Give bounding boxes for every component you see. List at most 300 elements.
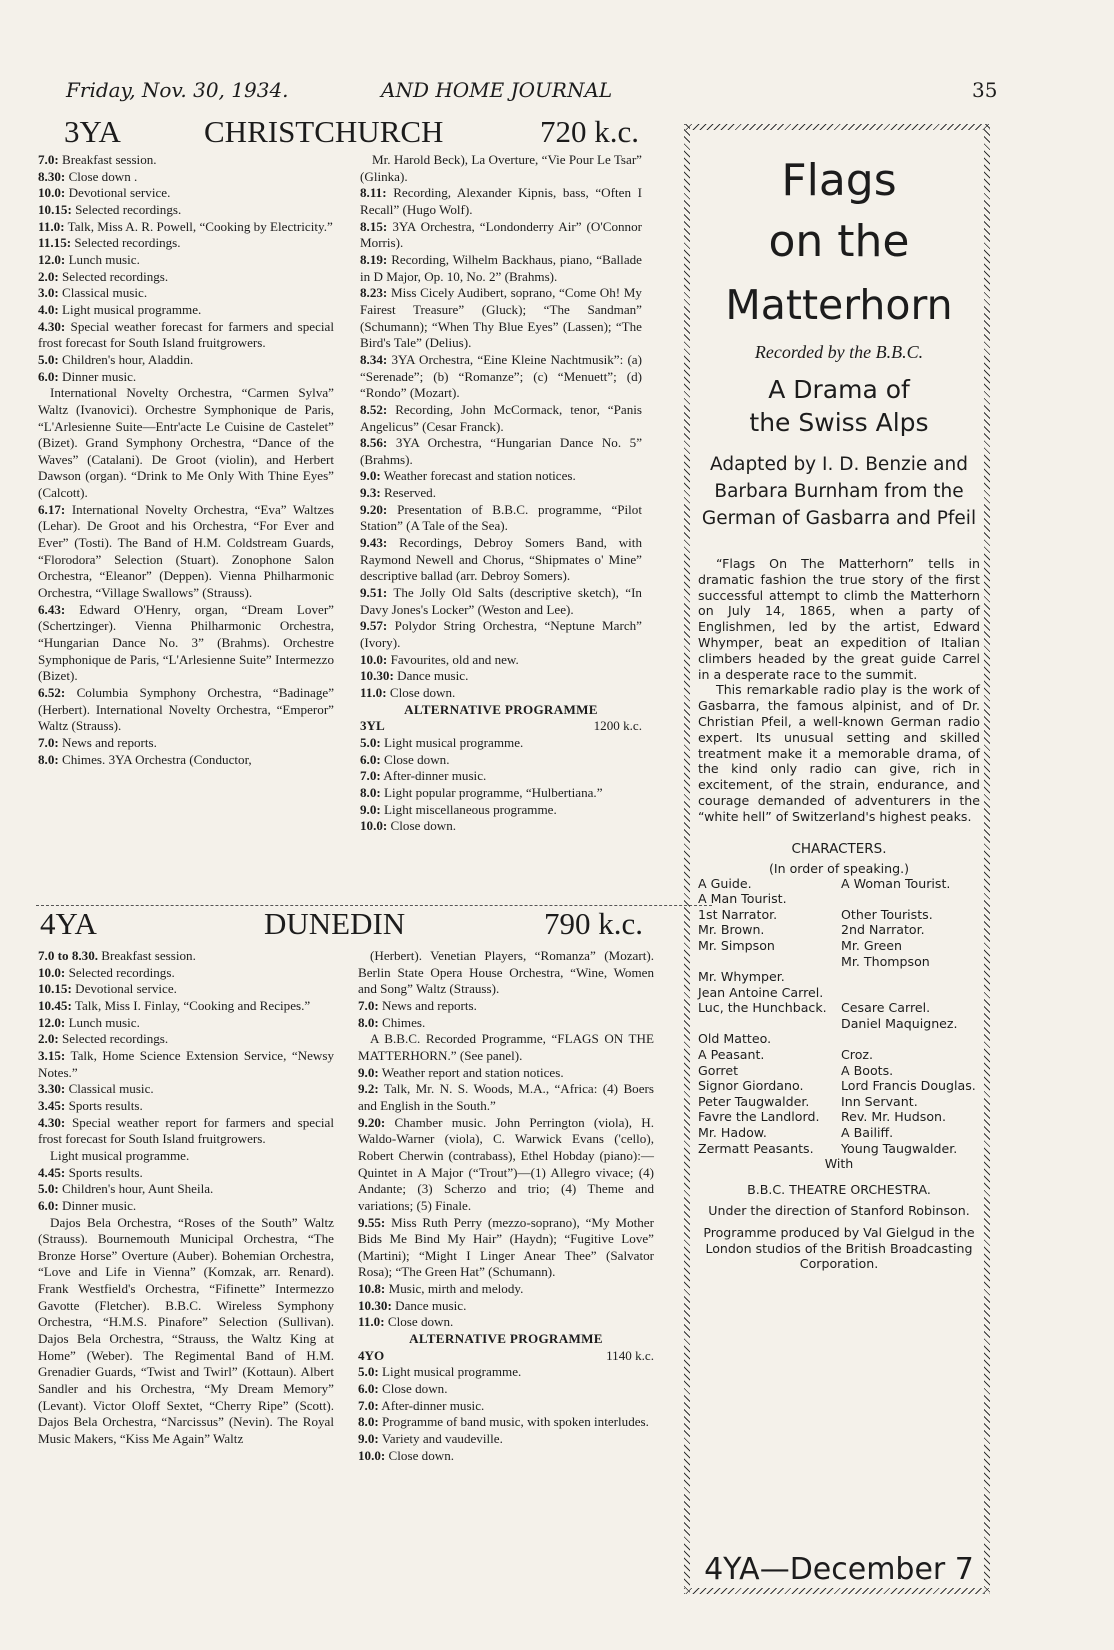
entry-time: 2.0: — [38, 268, 59, 284]
entry-time: 7.0: — [358, 1397, 379, 1413]
panel-drama-line-1: A Drama of — [768, 375, 910, 404]
entry-text: Close down. — [387, 818, 457, 834]
station-frequency: 790 k.c. — [544, 906, 644, 941]
entry-text: International Novelty Orchestra, “Carmen Sylva” Waltz (Ivanovici). Orchestre Symphonique de Paris, “L'Arlesienne Suite—Entr'acte Le Cuisine de Castelet” (Bizet). Grand Symphony Orchestra, “Dance of the Waves” (Catalani). De Groot (violin), and Herbert Dawson (organ). “Drink to Me Only With Thine Eyes” (Calcott). — [38, 385, 334, 501]
cast-member — [841, 891, 980, 907]
entry-time: 8.0: — [358, 1414, 379, 1430]
alternative-heading: ALTERNATIVE PROGRAMME — [409, 1331, 603, 1347]
cast-member: A Guide. — [698, 875, 752, 891]
entry-text: Chimes. — [382, 1014, 426, 1030]
alternative-station-row — [360, 718, 642, 735]
entry-text: Close down. — [380, 751, 450, 767]
programme-entry — [38, 302, 334, 319]
entry-time: 3.0: — [38, 285, 59, 301]
entry-text: Close down . — [68, 168, 138, 184]
entry-text: After-dinner music. — [380, 768, 487, 784]
cast-row — [698, 938, 980, 954]
alternative-heading: ALTERNATIVE PROGRAMME — [404, 701, 598, 717]
programme-entry — [360, 185, 642, 218]
programme-entry — [358, 1081, 654, 1114]
panel-drama-line-2: the Swiss Alps — [749, 408, 929, 437]
cast-row — [698, 1125, 980, 1141]
panel-with: With — [824, 1156, 854, 1172]
cast-member: A Man Tourist. — [698, 891, 787, 907]
cast-member: Zermatt Peasants. — [698, 1140, 814, 1156]
programme-entry — [38, 1165, 334, 1182]
entry-text: Talk, Home Science Extension Service, “Newsy Notes.” — [38, 1047, 334, 1080]
entry-time: 11.0: — [360, 685, 387, 700]
entry-time: 10.0: — [358, 1447, 386, 1463]
programme-entry — [358, 948, 654, 998]
programme-entry — [38, 169, 334, 186]
programme-entry — [360, 735, 642, 752]
programme-entry — [38, 1031, 334, 1048]
panel-recorded-by: Recorded by the B.B.C. — [754, 342, 924, 362]
cast-row — [698, 922, 980, 938]
entry-text: Miss Ruth Perry (mezzo-soprano), “My Mother Bids Me Bind My Hair” (Haydn); “Fugitive Love” (Martini); “Might I Linger Anear Thee” (Salvator Rosa); “The Green Hat” (Schumann). — [358, 1214, 654, 1280]
panel-broadcast-date: 4YA—December 7 — [704, 1552, 974, 1587]
cast-member: Cesare Carrel. — [841, 1000, 931, 1016]
programme-entry — [38, 965, 334, 982]
entry-text: 3YA Orchestra, “Eine Kleine Nachtmusik”: (a) “Serenade”; (b) “Romanze”; (c) “Menuett”; (d) “Rondo” (Mozart). — [360, 351, 642, 401]
cast-member: Luc, the Hunchback. — [698, 1000, 827, 1016]
programme-entry — [358, 1364, 654, 1381]
panel-border-right — [984, 124, 990, 1594]
programme-entry — [360, 152, 642, 185]
entry-time: 4.30: — [38, 1114, 66, 1130]
entry-text: Close down. — [387, 1314, 454, 1330]
programme-entry — [360, 585, 642, 618]
entry-time: 7.0 to 8.30. — [38, 948, 99, 963]
cast-member: Croz. — [841, 1047, 874, 1063]
entry-time: 10.8: — [358, 1281, 386, 1297]
programme-entry — [38, 502, 334, 602]
entry-text: Light musical programme. — [380, 734, 524, 750]
entry-text: Reserved. — [384, 485, 437, 501]
programme-entry — [358, 1431, 654, 1448]
cast-carrel: Jean Antoine Carrel. — [698, 984, 824, 1000]
programme-entry — [38, 685, 334, 735]
entry-time: 8.56: — [360, 435, 388, 451]
page-number: 35 — [972, 78, 998, 102]
entry-text: Selected recordings. — [68, 964, 175, 980]
cast-member: A Boots. — [841, 1062, 894, 1078]
cast-member: 2nd Narrator. — [841, 922, 925, 938]
cast-row — [698, 1031, 980, 1047]
entry-text: Light popular programme, “Hulbertiana.” — [380, 784, 603, 800]
programme-entry — [358, 1414, 654, 1431]
cast-row — [698, 1109, 980, 1125]
entry-text: Close down. — [385, 1447, 455, 1463]
entry-time: 10.15: — [38, 981, 72, 997]
entry-text: Selected recordings. — [75, 201, 182, 217]
entry-time: 10.15: — [38, 201, 72, 217]
entry-text: A B.B.C. Recorded Programme, “FLAGS ON THE MATTERHORN.” (See panel). — [358, 1031, 654, 1063]
programme-entry — [38, 752, 334, 769]
entry-text: Children's hour, Aladdin. — [62, 351, 194, 367]
cast-member — [698, 1016, 837, 1032]
programme-entry — [38, 1115, 334, 1148]
alternative-call: 4YO — [358, 1347, 385, 1363]
entry-time: 6.17: — [38, 501, 66, 517]
entry-text: Dance music. — [397, 668, 469, 684]
programme-entry — [38, 1148, 334, 1165]
entry-time: 6.0: — [38, 368, 59, 384]
entry-text: Miss Cicely Audibert, soprano, “Come Oh! My Fairest Treasure” (Gluck); “The Sandman” (Schumann); “When Thy Blue Eyes” (Lassen); “The Bird's Tale” (Delius). — [360, 285, 642, 351]
entry-text: Columbia Symphony Orchestra, “Badinage” (Herbert). International Novelty Orchestra, “Emperor” Waltz (Strauss). — [38, 685, 335, 734]
cast-member — [841, 1031, 980, 1047]
entry-text: Edward O'Henry, organ, “Dream Lover” (Schertzinger). Vienna Philharmonic Orchestra, “Hungarian Dance No. 3” (Brahms). Orchestre Symphonique de Paris, “L'Arlesienne Suite” Intermezzo (Bizet). — [38, 601, 334, 684]
programme-entry — [360, 768, 642, 785]
cast-member: Lord Francis Douglas. — [841, 1078, 976, 1094]
panel-title-line-1: Flags — [781, 155, 897, 206]
programme-entry — [358, 1298, 654, 1315]
cast-member: Mr. Hadow. — [698, 1125, 767, 1141]
cast-member: A Woman Tourist. — [841, 875, 951, 891]
entry-text: Variety and vaudeville. — [378, 1431, 503, 1447]
programme-entry — [38, 1215, 334, 1448]
station-call: 4YA — [40, 906, 97, 941]
cast-member: Favre the Landlord. — [698, 1109, 820, 1125]
entry-time: 7.0: — [360, 768, 381, 784]
programme-entry — [360, 818, 642, 835]
cast-member: Gorret — [698, 1062, 739, 1078]
entry-time: 9.43: — [360, 535, 388, 551]
programme-entry — [38, 981, 334, 998]
cast-member: Rev. Mr. Hudson. — [841, 1109, 947, 1125]
cast-list-b — [698, 1000, 980, 1156]
cast-member: Signor Giordano. — [698, 1078, 804, 1094]
cast-whymper: Mr. Whymper. — [698, 969, 785, 985]
entry-time: 9.20: — [360, 501, 388, 517]
panel-orchestra: B.B.C. THEATRE ORCHESTRA. — [747, 1181, 931, 1197]
programme-entry — [360, 402, 642, 435]
programme-entry — [360, 285, 642, 352]
programme-entry — [360, 785, 642, 802]
programme-entry — [38, 1198, 334, 1215]
entry-time: 9.0: — [360, 468, 381, 484]
entry-time: 12.0: — [38, 1014, 66, 1030]
entry-text: Breakfast session. — [101, 948, 196, 963]
panel-direction: Under the direction of Stanford Robinson. — [708, 1203, 970, 1219]
entry-text: Selected recordings. — [74, 235, 181, 251]
entry-text: Recordings, Debroy Somers Band, with Raymond Newell and Chorus, “Shipmates o' Mine” descriptive ballad (arr. Debroy Somers). — [360, 535, 642, 584]
entry-time: 5.0: — [38, 1181, 59, 1197]
entry-text: Classical music. — [68, 1081, 154, 1097]
programme-entry — [360, 219, 642, 252]
journal-name: AND HOME JOURNAL — [381, 78, 613, 102]
panel-paragraph-2: This remarkable radio play is the work of Gasbarra, the famous alpinist, and of Dr. Christian Pfeil, a well-known German radio expert. Its unusual setting and skilled treatment make it a memorable drama, of the kind only radio can give, rich in excitement, of the strain, endurance, and courage demanded of adventurers in the “white hell” of Switzerland's highest peaks. — [698, 682, 980, 824]
panel-title-line-3: Matterhorn — [725, 281, 953, 329]
entry-time: 7.0: — [38, 734, 59, 750]
programme-column-1 — [38, 152, 334, 768]
cast-row — [698, 1094, 980, 1110]
programme-entry — [360, 668, 642, 685]
entry-time: 10.30: — [360, 668, 394, 684]
programme-entry — [38, 252, 334, 269]
programme-entry — [38, 185, 334, 202]
cast-member: Old Matteo. — [698, 1031, 772, 1047]
entry-text: Light musical programme. — [62, 301, 202, 317]
panel-border-left — [684, 124, 690, 1594]
programme-entry — [358, 1381, 654, 1398]
programme-entry — [358, 1314, 654, 1331]
programme-entry — [38, 1098, 334, 1115]
cast-member: A Bailiff. — [841, 1125, 894, 1141]
entry-time: 9.0: — [360, 801, 381, 817]
entry-time: 7.0: — [38, 152, 59, 167]
entry-time: 8.15: — [360, 218, 388, 234]
entry-time: 9.2: — [358, 1081, 379, 1097]
programme-entry — [38, 948, 334, 965]
entry-time: 10.0: — [360, 818, 388, 834]
entry-time: 3.45: — [38, 1097, 66, 1113]
entry-text: Talk, Miss A. R. Powell, “Cooking by Electricity.” — [67, 218, 333, 234]
programme-entry — [360, 352, 642, 402]
programme-entry — [360, 618, 642, 651]
programme-entry — [38, 1048, 334, 1081]
panel-title-line-2: on the — [768, 216, 910, 267]
entry-text: Devotional service. — [75, 981, 177, 997]
programme-entry — [38, 602, 334, 685]
matterhorn-panel — [684, 124, 994, 1594]
programme-entry — [360, 802, 642, 819]
programme-entry — [38, 152, 334, 169]
programme-entry — [358, 1031, 654, 1064]
cast-row — [698, 1078, 980, 1094]
entry-time: 8.30: — [38, 168, 66, 184]
cast-row — [698, 1000, 980, 1016]
programme-column-2 — [360, 152, 642, 835]
entry-text: Weather forecast and station notices. — [383, 468, 576, 484]
programme-entry — [38, 735, 334, 752]
entry-text: Weather report and station notices. — [381, 1064, 564, 1080]
entry-time: 5.0: — [358, 1364, 379, 1380]
cast-member: Daniel Maquignez. — [841, 1015, 958, 1031]
cast-member: Peter Taugwalder. — [698, 1093, 810, 1109]
entry-text: Mr. Harold Beck), La Overture, “Vie Pour Le Tsar” (Glinka). — [360, 152, 642, 184]
entry-text: (Herbert). Venetian Players, “Romanza” (Mozart). Berlin State Opera House Orchestra, “Wine, Women and Song” Waltz (Strauss). — [358, 948, 654, 997]
entry-text: News and reports. — [382, 997, 477, 1013]
entry-time: 9.57: — [360, 618, 388, 634]
entry-time: 8.0: — [360, 784, 381, 800]
entry-text: The Jolly Old Salts (descriptive sketch), “In Davy Jones's Locker” (Weston and Lee). — [360, 585, 642, 617]
entry-text: Sports results. — [68, 1097, 143, 1113]
entry-text: Talk, Miss I. Finlay, “Cooking and Recipes.” — [74, 997, 311, 1013]
station-heading-4ya — [36, 906, 712, 946]
programme-entry — [360, 485, 642, 502]
cast-row — [698, 891, 980, 907]
entry-text: Recording, Wilhelm Backhaus, piano, “Ballade in D Major, Op. 10, No. 2” (Brahms). — [360, 251, 642, 284]
programme-entry — [38, 202, 334, 219]
entry-text: 3YA Orchestra, “Londonderry Air” (O'Connor Morris). — [360, 218, 642, 251]
programme-entry — [360, 652, 642, 669]
entry-time: 9.3: — [360, 485, 381, 501]
station-call: 3YA — [64, 114, 121, 149]
programme-entry — [358, 1398, 654, 1415]
programme-entry — [358, 1281, 654, 1298]
entry-text: Programme of band music, with spoken interludes. — [378, 1414, 649, 1430]
entry-time: 3.15: — [38, 1047, 66, 1063]
entry-text: Children's hour, Aunt Sheila. — [62, 1181, 214, 1197]
cast-member: Mr. Thompson — [841, 953, 930, 969]
entry-time: 9.0: — [358, 1064, 379, 1080]
entry-time: 10.0: — [38, 964, 66, 980]
entry-time: 9.55: — [358, 1214, 386, 1230]
programme-entry — [38, 1015, 334, 1032]
entry-text: Music, mirth and melody. — [388, 1281, 524, 1297]
entry-time: 8.19: — [360, 251, 388, 267]
programme-entry — [38, 219, 334, 236]
programme-entry — [360, 535, 642, 585]
cast-row — [698, 1063, 980, 1079]
entry-time: 10.45: — [38, 997, 72, 1013]
cast-member: Mr. Simpson — [698, 937, 775, 953]
entry-text: Classical music. — [62, 285, 148, 301]
programme-entry — [358, 998, 654, 1015]
station-heading-3ya — [36, 114, 712, 154]
entry-time: 11.15: — [38, 235, 72, 251]
programme-entry — [358, 1065, 654, 1082]
entry-text: Chamber music. John Perrington (viola), H. Waldo-Warner (viola), C. Warwick Evans ('cello), Robert Cherwin (contrabass), Ethel Hobday (piano):—Quintet in A Major (“Trout”)—(1) Allegro vivace; (4) Andante; (3) Scherzo and trio; (4) Theme and variations; (5) Finale. — [358, 1114, 654, 1213]
entry-text: Special weather forecast for farmers and special frost forecast for South Island fruitgrowers. — [38, 318, 335, 351]
entry-text: Close down. — [389, 685, 456, 700]
entry-text: Light musical programme. — [50, 1147, 190, 1163]
entry-time: 10.0: — [360, 651, 388, 667]
panel-border-top — [684, 124, 990, 130]
programme-entry — [358, 1015, 654, 1032]
entry-time: 8.23: — [360, 285, 388, 301]
entry-time: 10.0: — [38, 185, 66, 201]
entry-text: Close down. — [378, 1381, 448, 1397]
entry-time: 6.0: — [358, 1381, 379, 1397]
programme-entry — [358, 1448, 654, 1465]
entry-time: 8.52: — [360, 401, 388, 417]
entry-time: 8.0: — [358, 1014, 379, 1030]
entry-time: 9.51: — [360, 585, 388, 601]
programme-entry — [38, 385, 334, 502]
programme-entry — [38, 269, 334, 286]
entry-text: Recording, John McCormack, tenor, “Panis Angelicus” (Cesar Franck). — [360, 401, 642, 434]
programme-entry — [360, 435, 642, 468]
entry-text: Selected recordings. — [62, 268, 169, 284]
entry-text: Dance music. — [395, 1297, 467, 1313]
entry-text: Talk, Mr. N. S. Woods, M.A., “Africa: (4) Boers and English in the South.” — [358, 1081, 654, 1113]
entry-time: 11.0: — [38, 218, 65, 234]
panel-adapted-by: Adapted by I. D. Benzie and Barbara Burnham from the German of Gasbarra and Pfeil — [701, 454, 977, 529]
panel-order-note: (In order of speaking.) — [768, 860, 910, 876]
entry-time: 4.45: — [38, 1164, 66, 1180]
programme-entry — [38, 1081, 334, 1098]
entry-time: 8.34: — [360, 351, 388, 367]
entry-text: Selected recordings. — [62, 1031, 169, 1047]
entry-text: Sports results. — [68, 1164, 143, 1180]
cast-row — [698, 876, 980, 892]
entry-time: 5.0: — [360, 734, 381, 750]
panel-paragraph-1: “Flags On The Matterhorn” tells in dramatic fashion the true story of the first successful attempt to climb the Matterhorn on July 14, 1865, when a party of Englishmen, led by the artist, Edward Whymper, beat an expedition of Italian climbers headed by the great guide Carrel in a desperate race to the summit. — [698, 556, 980, 682]
cast-member: Other Tourists. — [841, 906, 933, 922]
entry-text: Favourites, old and new. — [390, 651, 519, 667]
alternative-frequency: 1200 k.c. — [593, 718, 642, 734]
entry-text: Recording, Alexander Kipnis, bass, “Often I Recall” (Hugo Wolf). — [360, 185, 642, 217]
entry-time: 8.11: — [360, 185, 387, 201]
programme-entry — [360, 252, 642, 285]
programme-entry — [360, 685, 642, 702]
programme-column-4 — [358, 948, 654, 1464]
programme-entry — [360, 502, 642, 535]
station-city: CHRISTCHURCH — [204, 114, 444, 149]
entry-text: Lunch music. — [68, 251, 140, 267]
programme-entry — [360, 752, 642, 769]
programme-entry — [38, 352, 334, 369]
entry-text: News and reports. — [62, 734, 157, 750]
entry-text: Polydor String Orchestra, “Neptune March” (Ivory). — [360, 618, 642, 651]
entry-text: International Novelty Orchestra, “Eva” Waltzes (Lehar). De Groot and his Orchestra, “For Ever and Ever” (Tosti). The Band of H.M. Coldstream Guards, “Florodora” Selection (Stuart). Zonophone Salon Orchestra, “Eleanor” (Deppen). Vienna Philharmonic Orchestra, “Village Swallows” (Strauss). — [38, 501, 334, 601]
page-header — [66, 78, 1006, 108]
entry-time: 2.0: — [38, 1031, 59, 1047]
programme-entry — [38, 998, 334, 1015]
cast-member — [698, 954, 837, 970]
cast-member: Mr. Brown. — [698, 922, 765, 938]
entry-text: Presentation of B.B.C. programme, “Pilot Station” (A Tale of the Sea). — [360, 501, 642, 534]
entry-time: 9.20: — [358, 1114, 386, 1130]
alternative-frequency: 1140 k.c. — [606, 1347, 654, 1363]
entry-text: Light miscellaneous programme. — [380, 801, 557, 817]
entry-time: 8.0: — [38, 751, 59, 767]
entry-text: Special weather report for farmers and special frost forecast for South Island fruitgrowers. — [38, 1114, 335, 1147]
cast-row — [698, 1047, 980, 1063]
entry-text: Breakfast session. — [62, 152, 157, 167]
entry-time: 11.0: — [358, 1314, 385, 1330]
programme-column-3 — [38, 948, 334, 1448]
entry-time: 3.30: — [38, 1081, 66, 1097]
entry-text: After-dinner music. — [378, 1397, 485, 1413]
entry-time: 12.0: — [38, 251, 66, 267]
panel-border-bottom — [684, 1588, 990, 1594]
entry-time: 6.0: — [38, 1197, 59, 1213]
cast-member: 1st Narrator. — [698, 906, 778, 922]
programme-entry — [360, 468, 642, 485]
cast-member: Mr. Green — [841, 937, 903, 953]
issue-date: Friday, Nov. 30, 1934. — [66, 78, 289, 102]
programme-entry — [358, 1115, 654, 1215]
cast-row — [698, 1016, 980, 1032]
entry-text: Light musical programme. — [378, 1364, 522, 1380]
entry-time: 7.0: — [358, 997, 379, 1013]
entry-time: 6.52: — [38, 685, 66, 700]
panel-producer: Programme produced by Val Gielgud in the London studios of the British Broadcasting Corporation. — [703, 1225, 975, 1272]
alternative-station-row — [358, 1348, 654, 1365]
alternative-call: 3YL — [360, 718, 385, 734]
cast-member: Inn Servant. — [841, 1093, 918, 1109]
cast-row — [698, 954, 980, 970]
entry-text: Dinner music. — [62, 368, 137, 384]
entry-time: 6.0: — [360, 751, 381, 767]
entry-text: Dinner music. — [62, 1197, 137, 1213]
entry-time: 4.30: — [38, 318, 66, 334]
entry-text: Lunch music. — [68, 1014, 140, 1030]
entry-text: Devotional service. — [68, 185, 171, 201]
cast-member: Young Taugwalder. — [841, 1140, 958, 1156]
programme-entry — [38, 285, 334, 302]
programme-entry — [38, 369, 334, 386]
entry-text: Dajos Bela Orchestra, “Roses of the South” Waltz (Strauss). Bournemouth Municipal Orchestra, “The Bronze Horse” Overture (Auber). Bohemian Orchestra, “Love and Life in Vienna” (Komzak, arr. Renard). Frank Westfield's Orchestra, “Fifinette” Intermezzo Gavotte (Fletcher). B.B.C. Wireless Symphony Orchestra, “H.M.S. Pinafore” Selection (Sullivan). Dajos Bela Orchestra, “Strauss, the Waltz King at Home” (Weber). The Regimental Band of H.M. Grenadier Guards, “Twist and Twirl” (Kottaun). Albert Sandler and his Orchestra, “My Dream Memory” (Levant). Victor Oloff Sextet, “Cherry Ripe” (Scott). Dajos Bela Orchestra, “Narcissus” (Nevin). The Royal Music Makers, “Kiss Me Again” Waltz — [38, 1214, 334, 1447]
entry-text: 3YA Orchestra, “Hungarian Dance No. 5” (Brahms). — [360, 435, 643, 467]
cast-row — [698, 1141, 980, 1157]
entry-text: Chimes. 3YA Orchestra (Conductor, — [62, 751, 252, 767]
entry-time: 6.43: — [38, 601, 66, 617]
programme-entry — [38, 319, 334, 352]
